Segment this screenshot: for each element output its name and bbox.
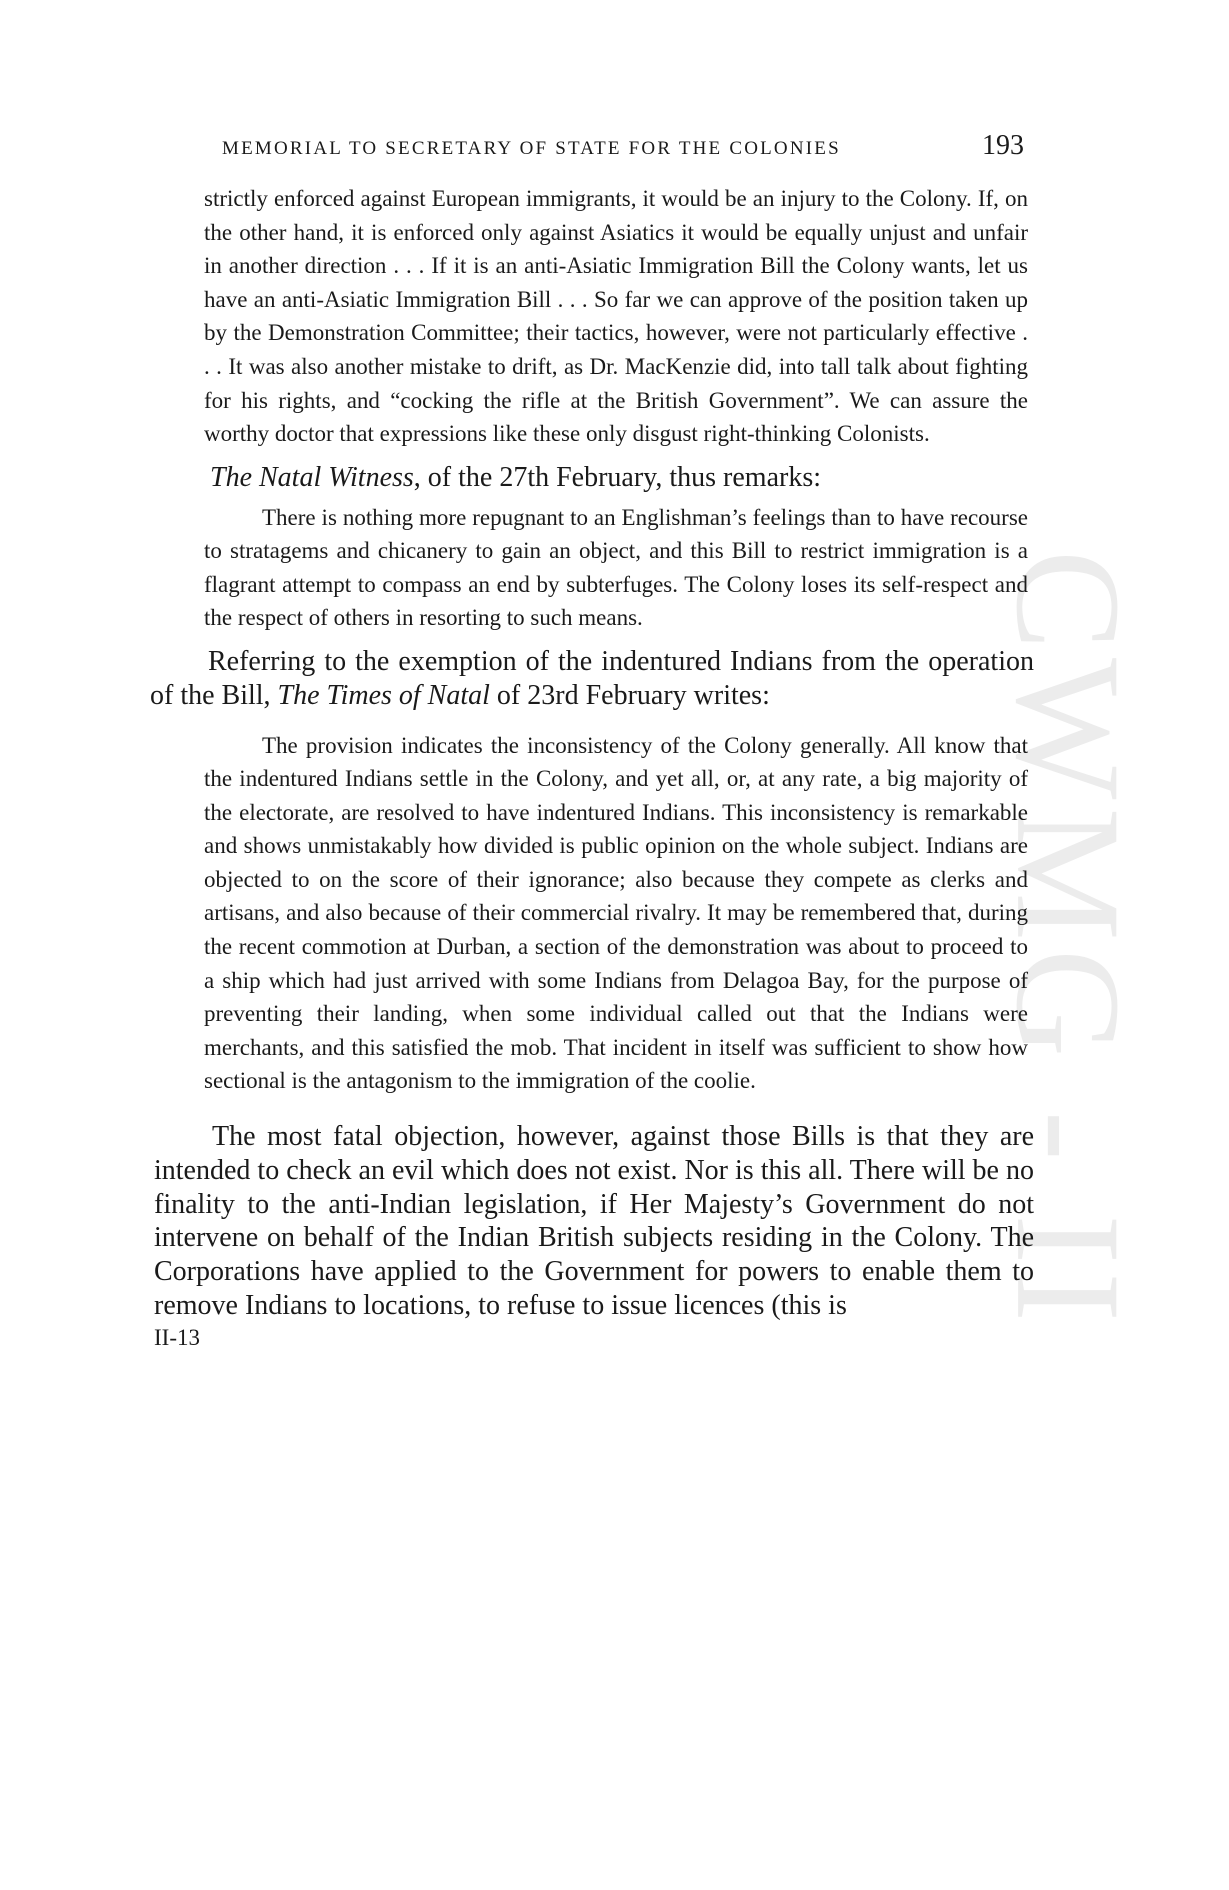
- intro-1-text: [210, 461, 1034, 495]
- quote-2-text: There is nothing more repugnant to an Englishman’s feelings than to have recourse to stratagems and chicanery to gain an object, and this Bill to restrict immigration is a flagrant attempt to compass an end by subterfuges. The Colony loses its self-respect and the respect of others in resorting to such means.: [204, 504, 1028, 631]
- final-paragraph-text: The most fatal objection, however, against those Bills is that they are intended to check an evil which does not exist. Nor is this all. There will be no finality to the anti-Indian legislation, if Her Majesty’s Government do not intervene on behalf of the Indian British subjects residing in the Colony. The Corporations have applied to the Government for powers to enable them to remove Indians to locations, to refuse to issue licences (this is: [154, 1121, 1034, 1322]
- source-times-of-natal: The Times of Natal: [277, 679, 490, 711]
- watermark-text: CWMG - II: [985, 549, 1151, 1331]
- quote-block-1: [204, 182, 1028, 451]
- quote-block-2: [204, 501, 1028, 635]
- quote-3-text: The provision indicates the inconsistency of the Colony generally. All know that the indentured Indians settle in the Colony, and yet all, or, at any rate, a big majority of the electorate, are resolved to have indentured Indians. This inconsistency is remarkable and shows unmistakably how divided is public opinion on the whole subject. Indians are objected to on the score of their ignorance; also because they compete as clerks and artisans, and also because of their commercial rivalry. It may be remembered that, during the recent commotion at Durban, a section of the demonstration was about to proceed to a ship which had just arrived with some Indians from Delagoa Bay, for the purpose of preventing their landing, when some individual called out that the Indians were merchants, and this satisfied the mob. That incident in itself was sufficient to show how sectional is the antagonism to the immigration of the coolie.: [204, 732, 1028, 1094]
- quote-block-3: [204, 729, 1028, 1099]
- intro-paragraph-1: [210, 461, 1034, 495]
- running-head: MEMORIAL TO SECRETARY OF STATE FOR THE COLONIES: [222, 138, 841, 159]
- page-number: 193: [982, 130, 1024, 161]
- intro-paragraph-2: [150, 645, 1034, 713]
- final-paragraph: [154, 1120, 1034, 1323]
- intro-2-text: [150, 645, 1034, 713]
- intro-1-rest: , of the 27th February, thus remarks:: [413, 461, 821, 493]
- folio-mark: II-13: [154, 1324, 200, 1350]
- intro-2-before: Referring to the exemption of the indentured Indians from the operation of the Bill,: [150, 645, 1034, 711]
- page: [150, 130, 1034, 1351]
- source-natal-witness: The Natal Witness: [210, 461, 414, 493]
- quote-1-text: strictly enforced against European immigrants, it would be an injury to the Colony. If, on the other hand, it is enforced only against Asiatics it would be equally unjust and unfair in another direction . . . If it is an anti-Asiatic Immigration Bill the Colony wants, let us have an anti-Asiatic Immigration Bill . . . So far we can approve of the position taken up by the Demonstration Committee; their tactics, however, were not particularly effective . . . It was also another mistake to drift, as Dr. MacKenzie did, into tall talk about fighting for his rights, and “cocking the rifle at the British Government”. We can assure the worthy doctor that expressions like these only disgust right-thinking Colonists.: [204, 186, 1028, 447]
- intro-2-after: of 23rd February writes:: [489, 679, 770, 711]
- page-header: [150, 130, 1034, 174]
